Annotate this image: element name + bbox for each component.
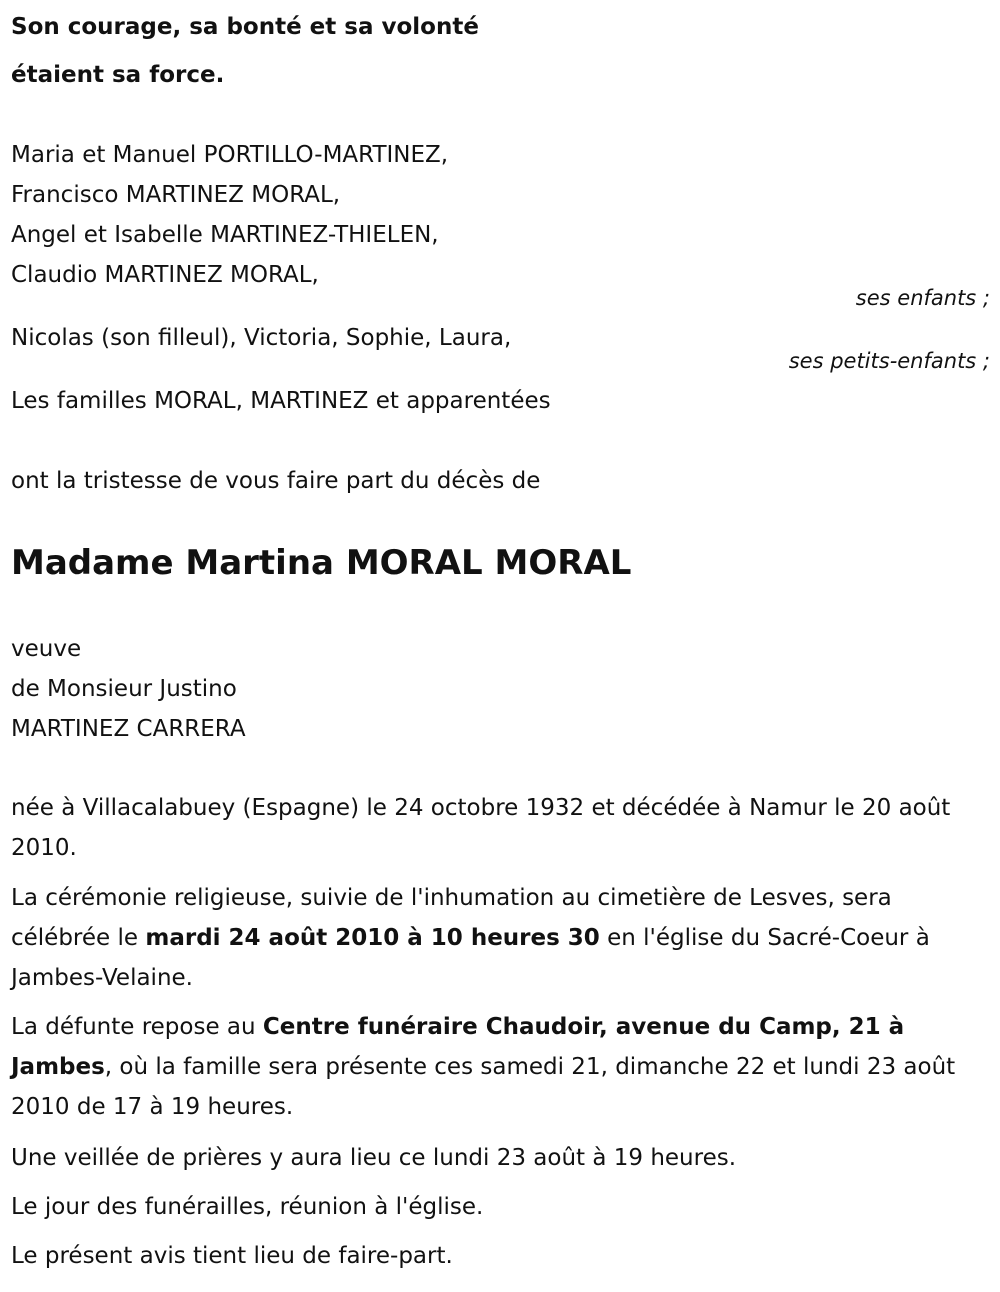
rest-text: , où la famille sera présente ces samedi 21, dimanche 22 et lundi 23 août 2010 de 17 à 19 heures. — [11, 1054, 956, 1120]
birth-death: née à Villacalabuey (Espagne) le 24 octobre 1932 et décédée à Namur le 20 août 2010. — [11, 795, 951, 861]
widow-line: MARTINEZ CARRERA — [11, 716, 246, 742]
widow-line: veuve — [11, 636, 82, 662]
announcement: ont la tristesse de vous faire part du décès de — [11, 468, 541, 494]
motto-line-1: Son courage, sa bonté et sa volonté — [11, 14, 479, 40]
ceremony-text: en l'église du Sacré-Coeur à Jambes-Velaine. — [11, 925, 930, 991]
vigil: Une veillée de prières y aura lieu ce lundi 23 août à 19 heures. — [11, 1145, 737, 1171]
families: Les familles MORAL, MARTINEZ et apparentées — [11, 388, 551, 414]
motto-line-2: étaient sa force. — [11, 62, 225, 88]
child-line: Angel et Isabelle MARTINEZ-THIELEN, — [11, 222, 439, 248]
rest-place — [11, 1007, 982, 1127]
ceremony-text: La cérémonie religieuse, suivie de l'inhumation au cimetière de Lesves, sera célébrée le — [11, 885, 892, 951]
widow-line: de Monsieur Justino — [11, 676, 237, 702]
ceremony-datetime: mardi 24 août 2010 à 10 heures 30 — [145, 925, 600, 951]
deceased-name: Madame Martina MORAL MORAL — [11, 543, 632, 583]
child-line: Claudio MARTINEZ MORAL, — [11, 262, 319, 288]
funeral: Le jour des funérailles, réunion à l'église. — [11, 1194, 484, 1220]
child-line: Maria et Manuel PORTILLO-MARTINEZ, — [11, 142, 449, 168]
ceremony — [11, 878, 982, 998]
child-line: Francisco MARTINEZ MORAL, — [11, 182, 341, 208]
children-label: ses enfants ; — [855, 286, 990, 310]
grandchildren: Nicolas (son filleul), Victoria, Sophie, Laura, — [11, 325, 512, 351]
grandchildren-label: ses petits-enfants ; — [788, 349, 990, 373]
notice: Le présent avis tient lieu de faire-part. — [11, 1243, 453, 1269]
rest-text: La défunte repose au — [11, 1014, 263, 1040]
rest-location: Centre funéraire Chaudoir, avenue du Camp, 21 à Jambes — [11, 1014, 905, 1080]
